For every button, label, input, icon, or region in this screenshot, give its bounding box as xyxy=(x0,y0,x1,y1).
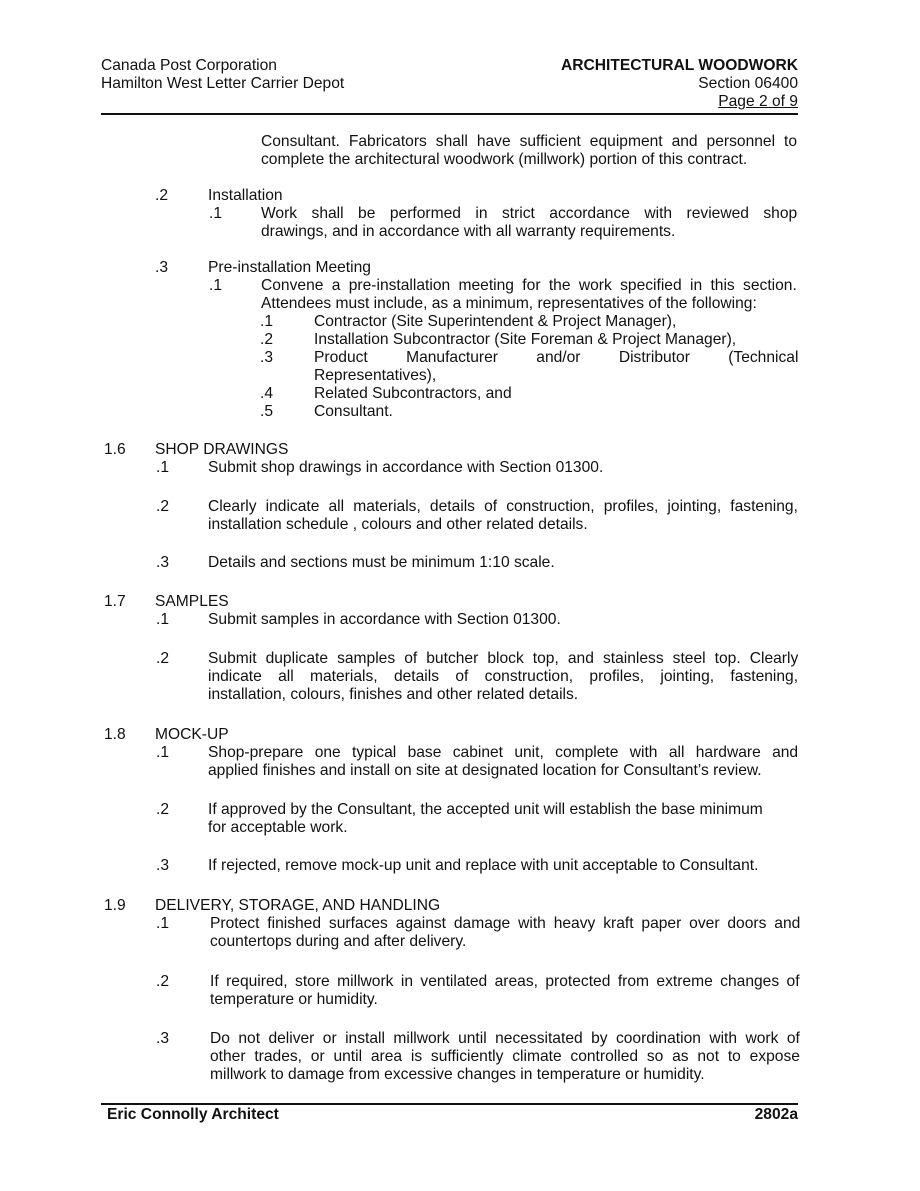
attendee-num: .5 xyxy=(260,403,274,420)
header-rule xyxy=(101,113,798,115)
attendee-num: .1 xyxy=(260,313,274,330)
item-line: If required, store millwork in ventilated areas, protected from extreme changes of xyxy=(210,973,800,990)
item-line: Protect finished surfaces against damage with heavy kraft paper over doors and xyxy=(210,915,801,932)
installation-item-line-1: Work shall be performed in strict accordance with reviewed shop xyxy=(261,205,798,222)
item-line: If approved by the Consultant, the accepted unit will establish the base minimum xyxy=(208,801,763,818)
continuation-line-2: complete the architectural woodwork (millwork) portion of this contract. xyxy=(261,151,748,168)
installation-num: .2 xyxy=(155,187,169,204)
spec-title: ARCHITECTURAL WOODWORK xyxy=(560,57,798,74)
item-line: Clearly indicate all materials, details of construction, profiles, jointing, fastening, xyxy=(208,498,798,515)
item-line: for acceptable work. xyxy=(208,819,348,836)
item-num: .3 xyxy=(156,857,170,874)
section-number: Section 06400 xyxy=(698,75,798,92)
item-line: Do not deliver or install millwork until necessitated by coordination with work of xyxy=(210,1030,800,1047)
project-name: Hamilton West Letter Carrier Depot xyxy=(101,75,345,92)
attendee-num: .4 xyxy=(260,385,274,402)
header-left xyxy=(101,57,344,93)
preinstall-line-1: Convene a pre-installation meeting for the work specified in this section. xyxy=(261,277,797,294)
item-line: indicate all materials, details of construction, profiles, jointing, fastening, xyxy=(208,668,799,685)
item-num: .2 xyxy=(156,650,170,667)
item-line: Submit shop drawings in accordance with Section 01300. xyxy=(208,459,604,476)
section-heading: SAMPLES xyxy=(155,593,229,610)
section-heading: MOCK-UP xyxy=(155,726,229,743)
attendee-num: .2 xyxy=(260,331,274,348)
attendee-text: Contractor (Site Superintendent & Project Manager), xyxy=(314,313,677,330)
item-line: installation, colours, finishes and other related details. xyxy=(208,686,579,703)
architect-name: Eric Connolly Architect xyxy=(107,1106,279,1123)
attendee-text-cont: Representatives), xyxy=(314,367,437,384)
section-number: 1.7 xyxy=(104,593,126,610)
attendee-text: Product Manufacturer and/or Distributor (Technical xyxy=(314,349,799,366)
item-line: Submit samples in accordance with Section 01300. xyxy=(208,611,561,628)
installation-item-num: .1 xyxy=(209,205,223,222)
item-line: applied finishes and install on site at designated location for Consultant’s review. xyxy=(208,762,762,779)
header-right xyxy=(561,57,798,111)
attendee-text: Installation Subcontractor (Site Foreman & Project Manager), xyxy=(314,331,737,348)
item-line: installation schedule , colours and other related details. xyxy=(208,516,588,533)
page-number: Page 2 of 9 xyxy=(718,93,798,110)
item-line: temperature or humidity. xyxy=(210,991,378,1008)
project-code: 2802a xyxy=(754,1106,798,1123)
item-num: .2 xyxy=(156,973,170,990)
attendee-text: Consultant. xyxy=(314,403,393,420)
item-num: .2 xyxy=(156,498,170,515)
item-num: .3 xyxy=(156,554,170,571)
item-line: Submit duplicate samples of butcher block top, and stainless steel top. Clearly xyxy=(208,650,799,667)
continuation-line-1: Consultant. Fabricators shall have sufficient equipment and personnel to xyxy=(261,133,798,150)
footer-rule xyxy=(101,1103,798,1105)
item-num: .1 xyxy=(156,459,170,476)
item-line: Shop-prepare one typical base cabinet unit, complete with all hardware and xyxy=(208,744,799,761)
preinstall-line-2: Attendees must include, as a minimum, representatives of the following: xyxy=(261,295,757,312)
item-line: If rejected, remove mock-up unit and replace with unit acceptable to Consultant. xyxy=(208,857,759,874)
preinstall-heading: Pre-installation Meeting xyxy=(208,259,371,276)
item-line: other trades, or until area is sufficiently climate controlled so as not to expose xyxy=(210,1048,800,1065)
section-number: 1.9 xyxy=(104,897,126,914)
preinstall-item-num: .1 xyxy=(209,277,223,294)
installation-item-line-2: drawings, and in accordance with all warranty requirements. xyxy=(261,223,676,240)
preinstall-num: .3 xyxy=(155,259,169,276)
installation-heading: Installation xyxy=(208,187,283,204)
attendee-text: Related Subcontractors, and xyxy=(314,385,512,402)
item-num: .3 xyxy=(156,1030,170,1047)
item-num: .1 xyxy=(156,915,170,932)
attendee-num: .3 xyxy=(260,349,274,366)
item-num: .1 xyxy=(156,611,170,628)
section-number: 1.8 xyxy=(104,726,126,743)
section-number: 1.6 xyxy=(104,441,126,458)
org-name: Canada Post Corporation xyxy=(101,57,277,74)
section-heading: DELIVERY, STORAGE, AND HANDLING xyxy=(155,897,441,914)
item-line: countertops during and after delivery. xyxy=(210,933,467,950)
item-line: Details and sections must be minimum 1:10 scale. xyxy=(208,554,555,571)
item-num: .1 xyxy=(156,744,170,761)
section-heading: SHOP DRAWINGS xyxy=(155,441,289,458)
item-line: millwork to damage from excessive changes in temperature or humidity. xyxy=(210,1066,705,1083)
item-num: .2 xyxy=(156,801,170,818)
